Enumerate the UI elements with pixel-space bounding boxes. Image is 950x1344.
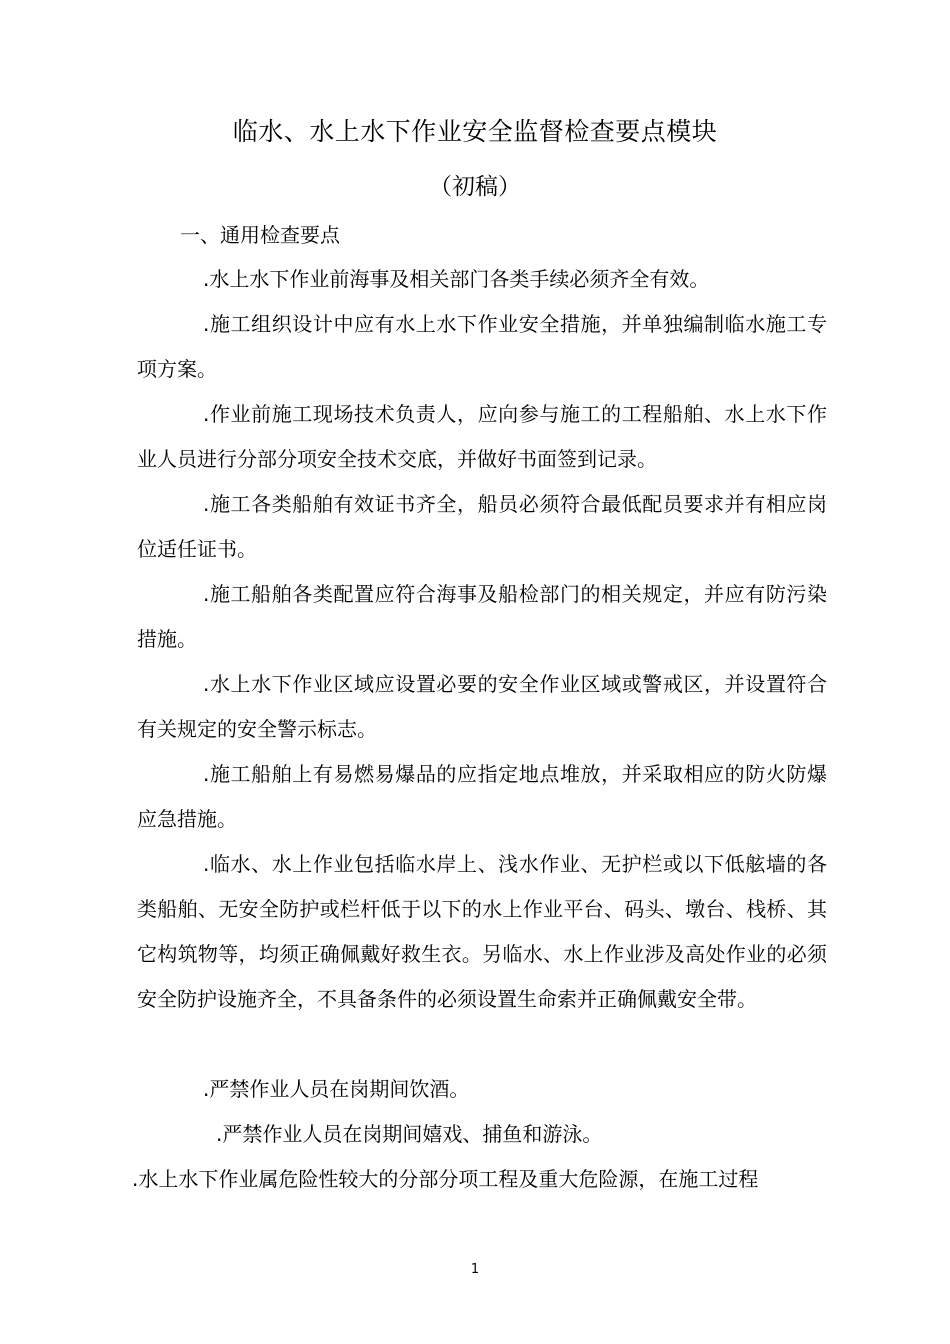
- paragraph-3: .作业前施工现场技术负责人，应向参与施工的工程船舶、水上水下作业人员进行分部分项安全技术交底，并做好书面签到记录。: [137, 402, 827, 471]
- paragraph-9: .严禁作业人员在岗期间饮酒。: [203, 1077, 470, 1101]
- paragraph-2: .施工组织设计中应有水上水下作业安全措施，并单独编制临水施工专项方案。: [137, 312, 827, 381]
- paragraph-11: .水上水下作业属危险性较大的分部分项工程及重大危险源，在施工过程: [132, 1167, 759, 1191]
- paragraph-8: .临水、水上作业包括临水岸上、浅水作业、无护栏或以下低舷墙的各类船舶、无安全防护或栏杆低于以下的水上作业平台、码头、墩台、栈桥、其它构筑物等，均须正确佩戴好救生衣。另临水、水上作业涉及高处作业的必须安全防护设施齐全，不具备条件的必须设置生命索并正确佩戴安全带。: [137, 852, 827, 1011]
- paragraph-4: .施工各类船舶有效证书齐全，船员必须符合最低配员要求并有相应岗位适任证书。: [137, 492, 827, 561]
- paragraph-6: .水上水下作业区域应设置必要的安全作业区域或警戒区，并设置符合有关规定的安全警示标志。: [137, 672, 827, 741]
- page-number: 1: [470, 1262, 480, 1277]
- document-subtitle: （初稿）: [429, 174, 521, 200]
- section-heading: 一、通用检查要点: [180, 223, 340, 247]
- paragraph-10: .严禁作业人员在岗期间嬉戏、捕鱼和游泳。: [216, 1122, 603, 1146]
- document-title: 临水、水上水下作业安全监督检查要点模块: [232, 117, 718, 146]
- paragraph-1: .水上水下作业前海事及相关部门各类手续必须齐全有效。: [203, 267, 710, 291]
- paragraph-7: .施工船舶上有易燃易爆品的应指定地点堆放，并采取相应的防火防爆应急措施。: [137, 762, 827, 831]
- paragraph-5: .施工船舶各类配置应符合海事及船检部门的相关规定，并应有防污染措施。: [137, 582, 827, 651]
